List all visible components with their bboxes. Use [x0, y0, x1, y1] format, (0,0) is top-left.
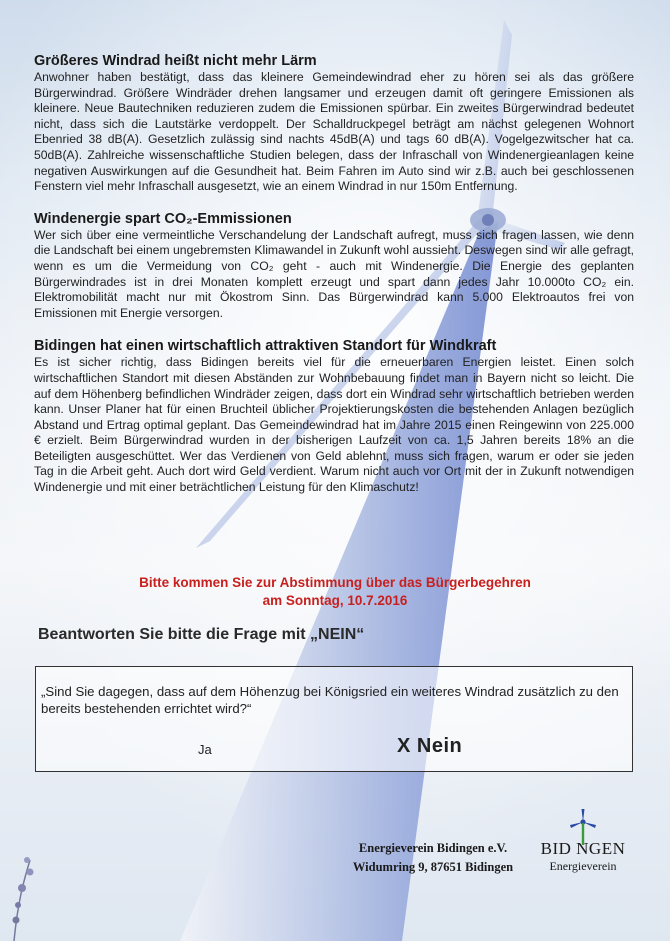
org-name: Energieverein Bidingen e.V.	[358, 841, 508, 855]
option-no-marked: X Nein	[397, 735, 463, 757]
ballot-question: „Sind Sie dagegen, dass auf dem Höhenzug bei Königsried ein weiteres Windrad zusätzlich zu den bereits bestehenden errichtet wird?“	[41, 684, 619, 716]
answer-heading: Beantworten Sie bitte die Frage mit „NEIN“	[38, 626, 365, 643]
footer-address-block	[343, 839, 523, 877]
section-body: Anwohner haben bestätigt, dass das kleinere Gemeindewindrad eher zu hören sei als das größere Bürgerwindrad. Größere Windräder drehen langsamer und erzeugen damit oft geringere Emissionen als kleinere. Neue Bautechniken reduzieren zudem die Emissionen spürbar. Ein zweites Bürgerwindrad bedeutet nicht, dass sich die Lautstärke verdoppelt. Der Schalldruckpegel beträgt am nächst gelegenen Wohnort Ebenried 38 dB(A). Gesetzlich zulässig sind nachts 45dB(A) und tags 60 dB(A). Vogelgezwitscher hat ca. 50dB(A). Zahlreiche wissenschaftliche Studien belegen, dass der Infraschall von Windenergieanlagen keine negativen Auswirkungen auf die Gesundheit hat. Beim Fahren im Auto sind wir z.B. auch bei geschlossenen Fenstern viel mehr Infraschall ausgesetzt, wie an einem Windrad in nur 150m Entfernung.	[34, 70, 634, 194]
energieverein-logo	[533, 808, 633, 876]
option-yes-label: Ja	[198, 742, 212, 757]
logo-subtitle: Energieverein	[549, 859, 617, 873]
section-body: Es ist sicher richtig, dass Bidingen bereits viel für die erneuerbaren Energien leistet. Einen solch wirtschaftlichen Standort mit diesen Abständen zur Wohnbebauung findet man in Bayern nicht so leicht. Die auf dem Höhenberg befindlichen Windräder zeigen, dass dort ein Windrad sehr wirtschaftlich betrieben werden kann. Unser Planer hat für einen Bruchteil üblicher Projektierungskosten die bestehenden Anlagen bezüglich Abstand und Ertrag optimal geplant. Das Gemeindewindrad hat im Jahre 2015 einen Reingewinn von 225.000 € erzielt. Beim Bürgerwindrad wurden in der bisherigen Laufzeit von ca. 1,5 Jahren bereits 18% an die Beteiligten ausgeschüttet. Wer das Verdienen von Geld ablehnt, muss sich fragen, warum er oder sie jeden Tag in die Arbeit geht. Auch dort wird Geld verdient. Warum nicht auch vor Ort mit der in Zukunft notwendigen Windenergie und mit einer beträchtlichen Leistung für den Klimaschutz!	[34, 355, 634, 495]
section-co2	[34, 210, 634, 322]
section-location	[34, 337, 634, 495]
section-heading: Größeres Windrad heißt nicht mehr Lärm	[34, 53, 317, 69]
vote-invitation-date: am Sonntag, 10.7.2016	[262, 593, 408, 608]
org-address: Widumring 9, 87651 Bidingen	[352, 860, 514, 874]
article-content	[34, 52, 634, 496]
section-body: Wer sich über eine vermeintliche Verschandelung der Landschaft aufregt, muss sich fragen lassen, wie denn die Landschaft bei einem ungebremsten Klimawandel in Zukunft wohl aussieht. Deswegen sind wir alle gefragt, wenn es um die Vermeidung von CO₂ geht - auch mit Windenergie. Die Energie des geplanten Bürgerwindrades ist in drei Monaten komplett erzeugt und spart dann jedes Jahr 10.000to CO₂ ein. Elektromobilität macht nur mit Ökostrom Sinn. Das Bürgerwindrad kann 5.000 Elektroautos frei von Emissionen mit Energie versorgen.	[34, 227, 634, 320]
ballot-question-box	[35, 666, 633, 772]
section-heading: Windenergie spart CO₂-Emmissionen	[34, 210, 292, 227]
section-noise	[34, 52, 634, 195]
section-heading: Bidingen hat einen wirtschaftlich attraktiven Standort für Windkraft	[34, 338, 497, 355]
logo-wordmark: BID NGEN	[540, 839, 626, 858]
vote-invitation-line1: Bitte kommen Sie zur Abstimmung über das Bürgerbegehren	[139, 575, 531, 590]
